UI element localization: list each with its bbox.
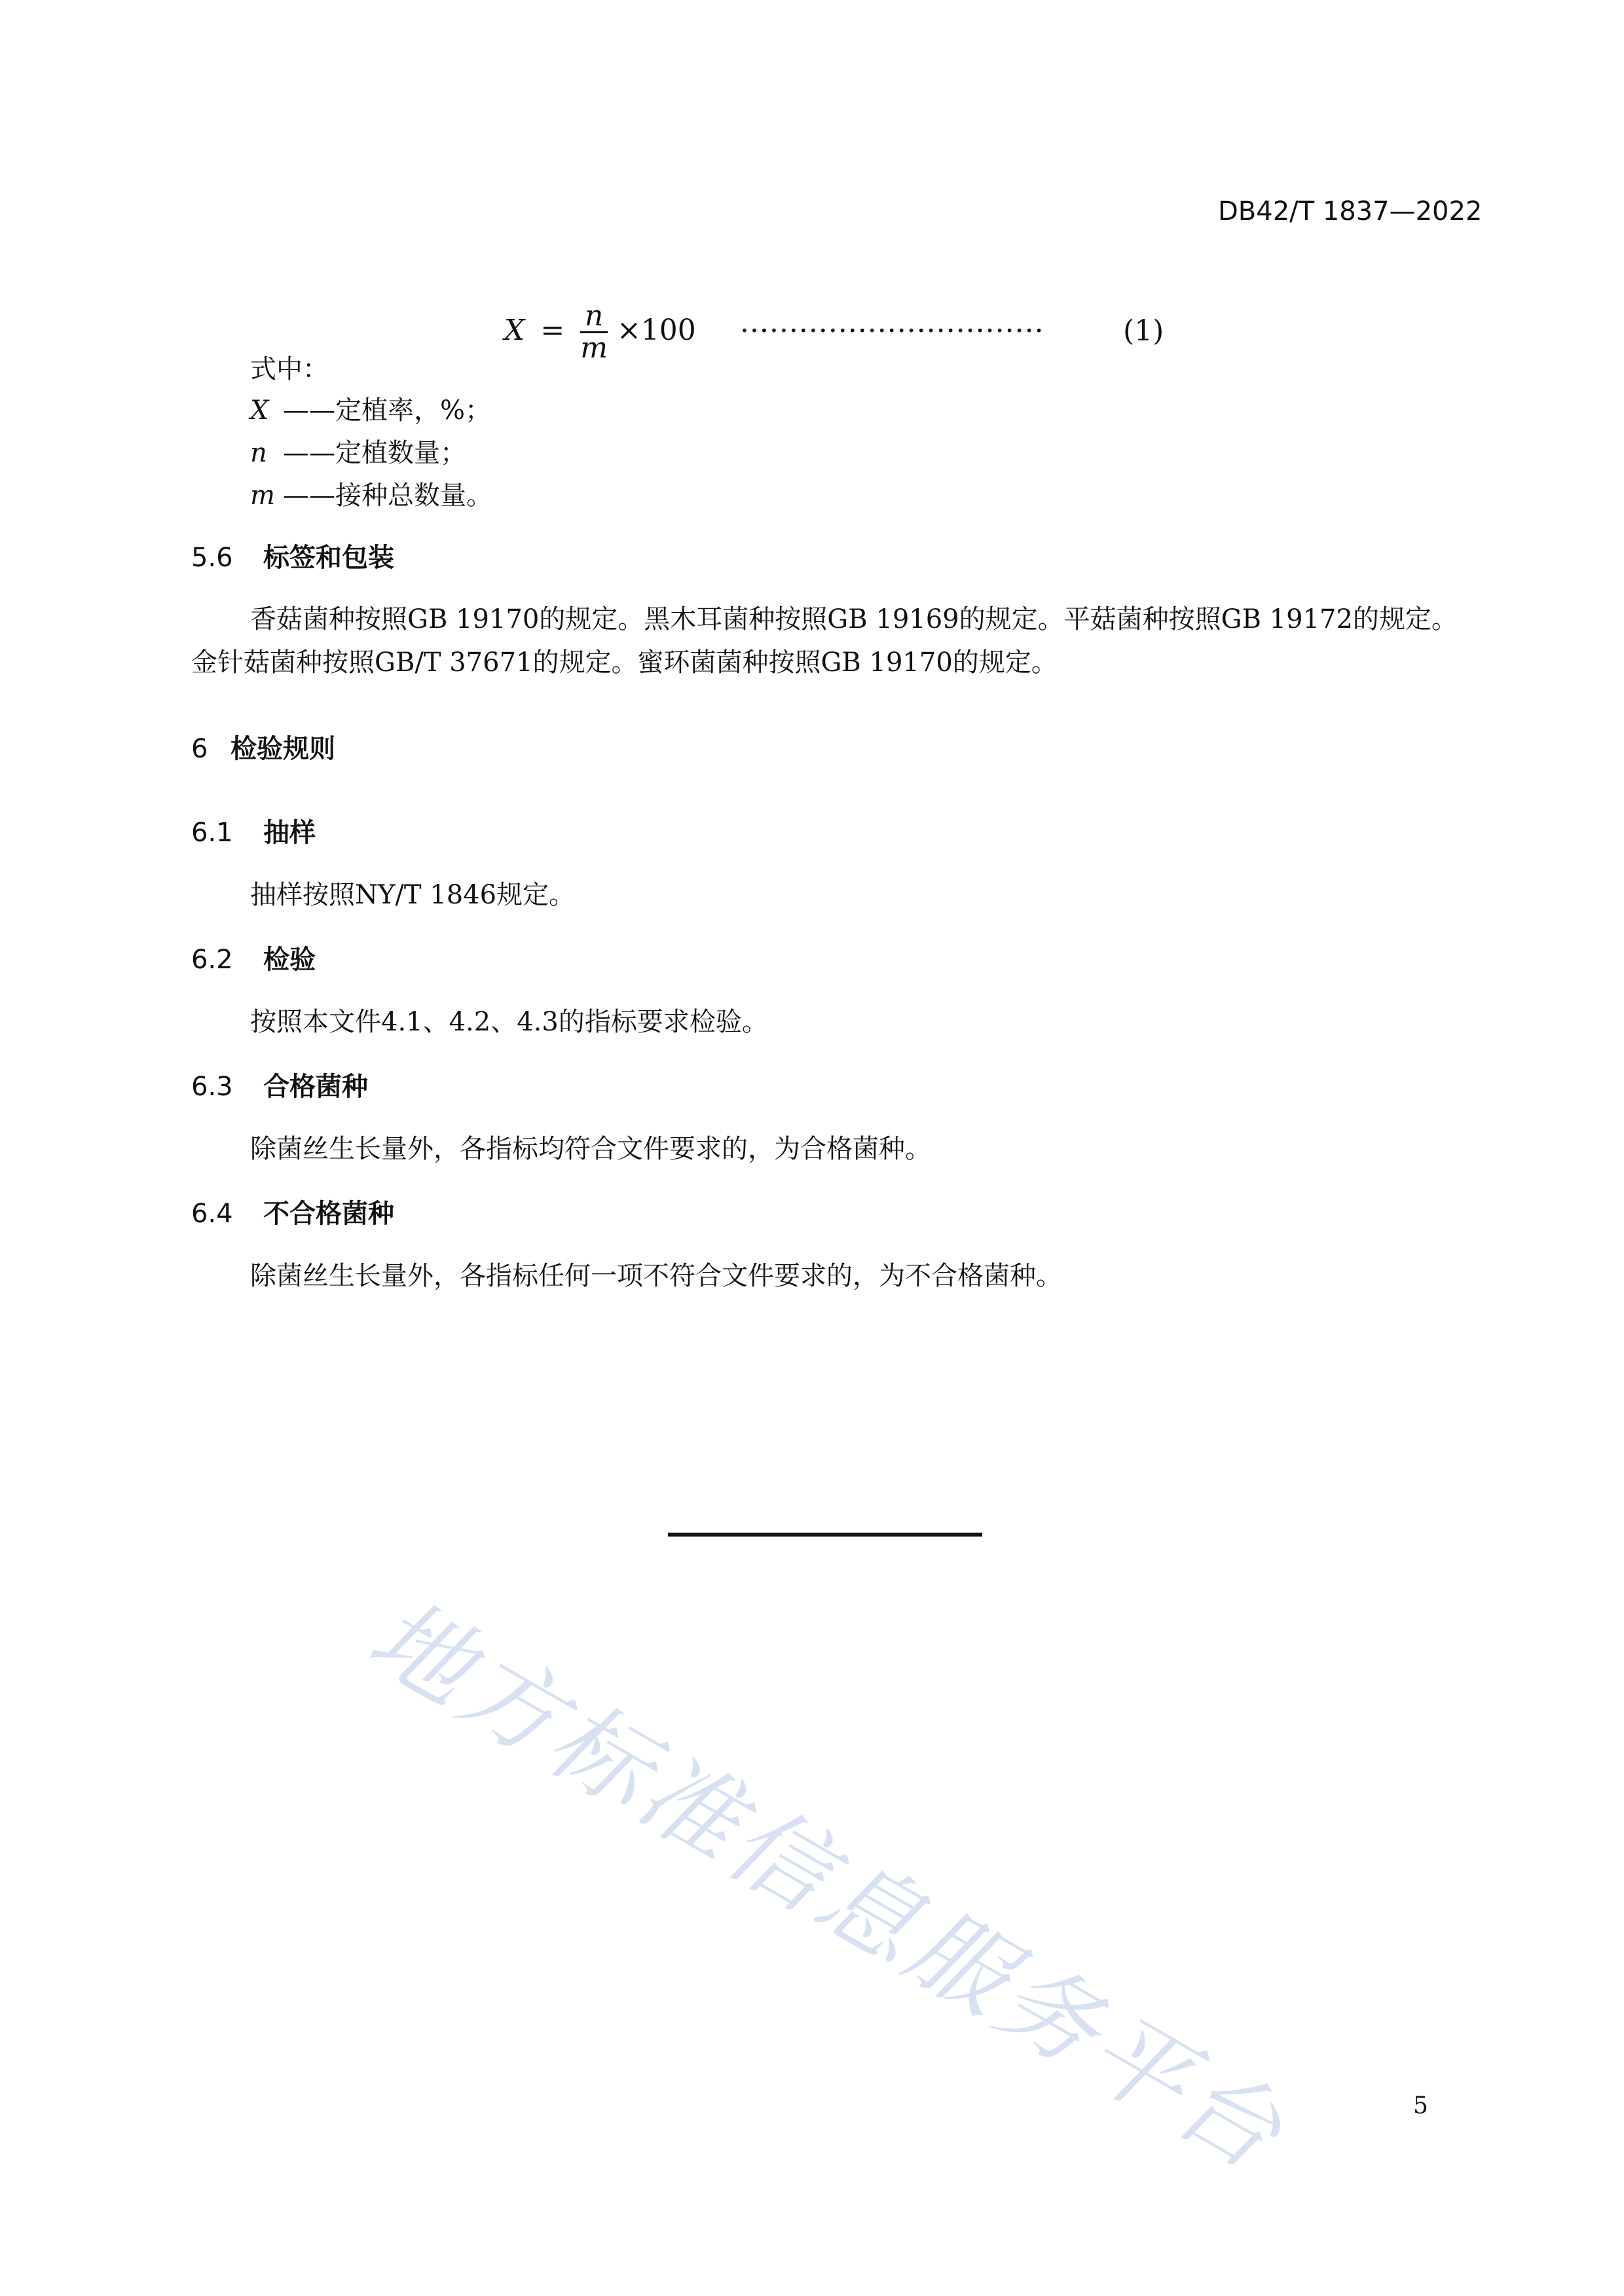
formula-leader-dots: ······························· xyxy=(740,314,1044,348)
section-heading-6-4 xyxy=(191,1198,394,1230)
formula-numerator: n xyxy=(584,299,604,333)
paragraph: 除菌丝生长量外，各指标均符合文件要求的，为合格菌种。 xyxy=(250,1134,931,1164)
where-desc: ——接种总数量。 xyxy=(283,481,492,511)
section-heading-6-2 xyxy=(191,944,316,975)
where-desc: ——定植率，%； xyxy=(283,395,492,426)
section-title: 检验规则 xyxy=(231,733,335,764)
section-title: 合格菌种 xyxy=(263,1071,368,1102)
page-number: 5 xyxy=(1413,2092,1428,2119)
where-symbol: m xyxy=(250,481,275,511)
section-number: 6.3 xyxy=(191,1072,233,1102)
section-number: 6.1 xyxy=(191,818,233,848)
section-number: 6.2 xyxy=(191,945,233,975)
where-item xyxy=(250,395,491,426)
section-title: 标签和包装 xyxy=(263,542,394,573)
paragraph: 除菌丝生长量外，各指标任何一项不符合文件要求的，为不合格菌种。 xyxy=(250,1261,1062,1291)
paragraph: 抽样按照NY/T 1846规定。 xyxy=(250,880,576,910)
where-symbol: X xyxy=(250,395,269,426)
where-symbol: n xyxy=(250,438,267,468)
formula-lhs: X xyxy=(504,314,525,347)
where-item xyxy=(250,437,466,469)
section-title: 不合格菌种 xyxy=(263,1198,394,1229)
section-heading-6-1 xyxy=(191,817,316,848)
where-desc: ——定植数量； xyxy=(283,438,466,468)
section-heading-6 xyxy=(191,733,335,765)
section-heading-6-3 xyxy=(191,1071,368,1102)
formula-times: ×100 xyxy=(616,314,696,347)
end-rule xyxy=(668,1533,982,1537)
section-title: 检验 xyxy=(263,944,316,975)
section-number: 5.6 xyxy=(191,543,233,573)
paragraph: 按照本文件4.1、4.2、4.3的指标要求检验。 xyxy=(250,1007,768,1037)
where-item xyxy=(250,480,492,511)
formula-denominator: m xyxy=(580,331,608,365)
document-code: DB42/T 1837—2022 xyxy=(1218,196,1483,227)
paragraph-line: 香菇菌种按照GB 19170的规定。黑木耳菌种按照GB 19169的规定。平菇菌种按照GB 19172的规定。 xyxy=(250,604,1458,634)
section-heading-5-6 xyxy=(191,542,394,574)
formula-number: (1) xyxy=(1123,314,1164,348)
watermark: 地方标准信息服务平台 xyxy=(350,1578,1304,2195)
where-intro: 式中： xyxy=(250,354,329,384)
formula-fraction xyxy=(580,301,608,363)
paragraph-line: 金针菇菌种按照GB/T 37671的规定。蜜环菌菌种按照GB 19170的规定。 xyxy=(191,647,1058,678)
formula-equals: = xyxy=(540,314,565,347)
section-title: 抽样 xyxy=(263,817,316,848)
formula xyxy=(504,301,696,363)
section-number: 6.4 xyxy=(191,1199,233,1229)
section-number: 6 xyxy=(191,734,208,764)
